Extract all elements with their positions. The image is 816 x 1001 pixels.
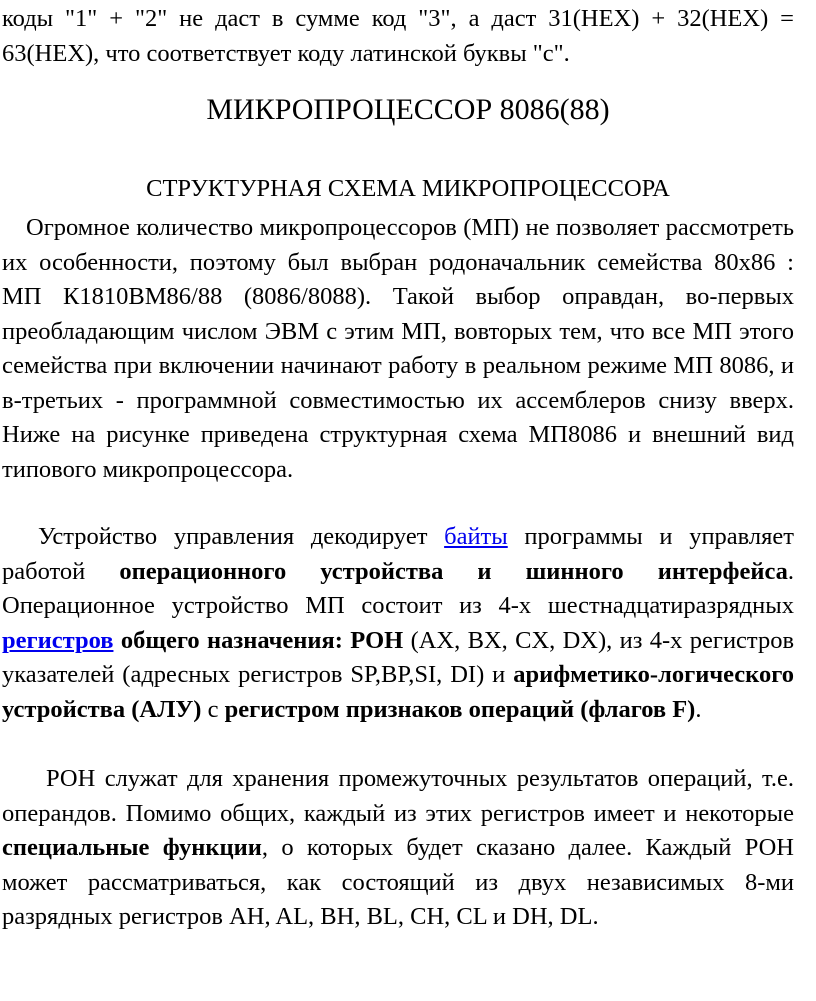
paragraph-control-unit: [2, 520, 794, 727]
page-title: МИКРОПРОЦЕССОР 8086(88): [206, 93, 610, 126]
paragraph-general-registers: [2, 762, 794, 935]
document-page: [0, 2, 816, 1001]
link-registers[interactable]: регистров: [2, 626, 114, 654]
text-segment: РОН служат для хранения промежуточных результатов операций, т.е. операндов. Помимо общих, каждый из этих регистров имеет и некоторые: [2, 765, 794, 827]
text-segment: , о которых будет сказано далее. Каждый РОН может рассматриваться, как состоящий из двух независимых 8-ми разрядных регистров AH, AL, BH, BL, CH, CL и DH, DL.: [2, 834, 795, 930]
text-segment: программы и управляет работой: [2, 523, 794, 585]
text-segment: с: [201, 695, 225, 723]
text-segment: Устройство управления декодирует: [38, 523, 445, 550]
link-bytes[interactable]: байты: [444, 523, 508, 550]
bold-term-alu: арифметико-логического устройства (АЛУ): [2, 661, 794, 723]
section-subtitle: СТРУКТУРНАЯ СХЕМА МИКРОПРОЦЕССОРА: [146, 175, 670, 202]
intro-paragraph: коды "1" + "2" не даст в сумме код "3", а даст 31(HEX) + 32(HEX) = 63(HEX), что соответствует коду латинской буквы "с".: [2, 5, 794, 67]
bold-term-operational-unit: операционного устройства и шинного интерфейса: [119, 557, 788, 585]
bold-term-general-registers: общего назначения: РОН: [120, 626, 404, 654]
paragraph-overview: Огромное количество микропроцессоров (МП) не позволяет рассмотреть их особенности, поэтому был выбран родоначальник семейства 80х86 : МП К1810ВМ86/88 (8086/8088). Такой выбор оправдан, во-первых преобладающим числом ЭВМ с этим МП, вовторых тем, что все МП этого семейства при включении начинают работу в реальном режиме МП 8086, и в-третьих - программной совместимостью их ассемблеров снизу вверх. Ниже на рисунке приведена структурная схема МП8086 и внешний вид типового микропроцессора.: [2, 214, 794, 483]
text-segment: .: [695, 695, 702, 723]
text-segment: [113, 627, 120, 654]
text-segment: . Операционное устройство МП состоит из 4-х шестнадцатиразрядных: [2, 557, 794, 619]
bold-term-special-functions: специальные функции: [2, 834, 262, 861]
bold-term-flags-register: регистром признаков операций (флагов F): [224, 695, 696, 723]
text-segment: (AX, BX, CX, DX), из 4-х регистров указателей (адресных регистров SP,BP,SI, DI) и: [2, 626, 795, 688]
